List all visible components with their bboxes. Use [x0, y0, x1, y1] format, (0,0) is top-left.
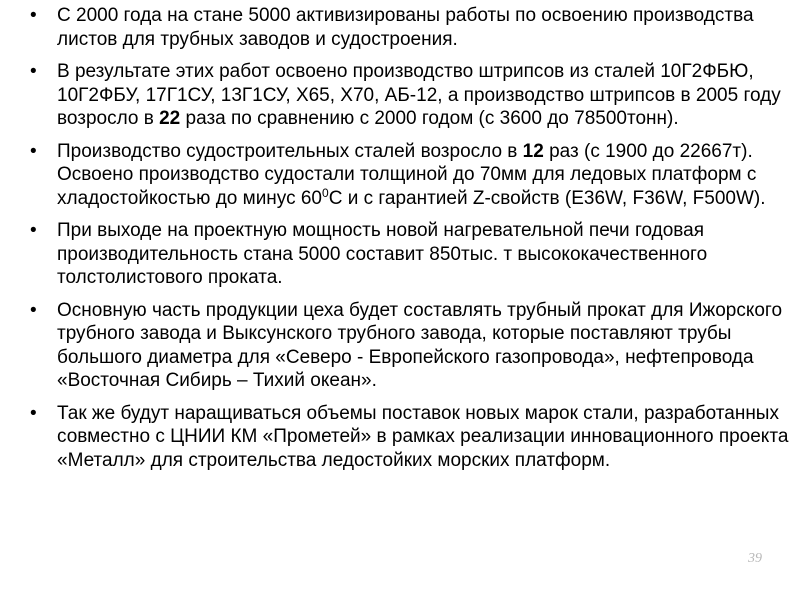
text-segment: раз (с 1900 до 22667т). Освоено производство судостали толщиной до 70мм для ледовых платформ с хладостойкостью до минус 60 [57, 140, 757, 209]
bullet-text [57, 403, 788, 471]
text-segment: В результате этих работ освоено производство штрипсов из сталей 10Г2ФБЮ, 10Г2ФБУ, 17Г1СУ, 13Г1СУ, Х65, Х70, АБ-12, а производство штрипсов в 2005 году возросло в [57, 61, 781, 129]
bullet-marker: • [30, 61, 37, 82]
slide-number: 39 [748, 551, 762, 566]
text-segment: С 2000 года на стане 5000 активизированы работы по освоению производства листов для трубных заводов и судостроения. [57, 5, 754, 50]
bullet-list [30, 4, 790, 481]
text-segment: Производство судостроительных сталей возросло в [57, 140, 523, 162]
text-segment: При выходе на проектную мощность новой нагревательной печи годовая производительность стана 5000 составит 850тыс. т высококачественного толстолистового проката. [57, 220, 708, 288]
bold-number: 12 [522, 140, 544, 162]
bullet-text [57, 220, 707, 288]
bullet-marker: • [30, 299, 37, 321]
bullet-marker: • [30, 5, 37, 26]
bullet-text [57, 61, 781, 129]
bullet-item [30, 219, 790, 290]
bullet-text [57, 5, 754, 50]
bullet-text [57, 300, 782, 392]
bullet-marker: • [30, 140, 37, 162]
bullet-item [30, 402, 790, 473]
bullet-marker: • [30, 402, 37, 424]
text-segment: С и с гарантией Z-свойств (Е36W, F36W, F500W). [328, 187, 766, 209]
bullet-item [30, 60, 790, 131]
bullet-item [30, 140, 790, 211]
bullet-item [30, 4, 790, 51]
text-segment: Так же будут наращиваться объемы поставок новых марок стали, разработанных совместно с ЦНИИ КМ «Прометей» в рамках реализации инновационного проекта «Металл» для строительства ледостойких морских платформ. [57, 402, 789, 471]
text-segment: Основную часть продукции цеха будет составлять трубный прокат для Ижорского трубного завода и Выксунского трубного завода, которые поставляют трубы большого диаметра для «Северо - Европейского газопровода», нефтепровода «Восточная Сибирь – Тихий океан». [57, 299, 783, 391]
bullet-text [57, 141, 766, 209]
bullet-marker: • [30, 220, 37, 241]
superscript: 0 [322, 185, 329, 200]
text-segment: раза по сравнению с 2000 годом (с 3600 до 78500тонн). [180, 108, 679, 129]
bullet-item [30, 299, 790, 393]
bold-number: 22 [159, 108, 181, 129]
